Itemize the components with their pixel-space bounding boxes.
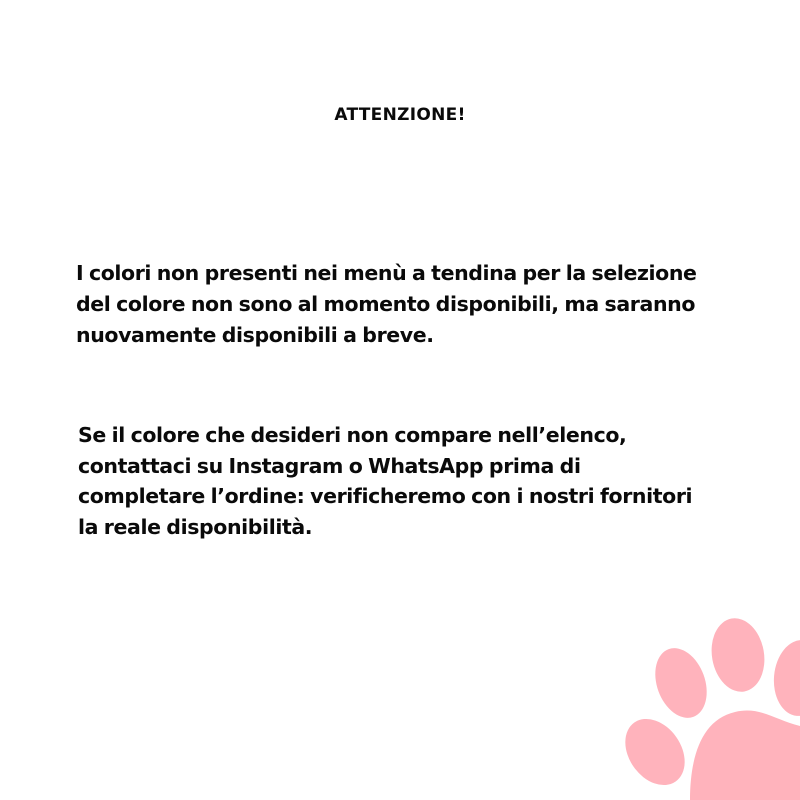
paragraph-line: I colori non presenti nei menù a tendina per la selezione	[76, 261, 697, 285]
paragraph-line: contattaci su Instagram o WhatsApp prima di	[78, 453, 581, 478]
notice-title: ATTENZIONE!	[334, 105, 466, 125]
paw-print-icon	[600, 600, 800, 800]
availability-paragraph	[76, 258, 756, 351]
paragraph-line: Se il colore che desideri non compare nell’elenco,	[78, 423, 627, 447]
paragraph-line: nuovamente disponibili a breve.	[76, 323, 434, 347]
paragraph-line: completare l’ordine: verificheremo con i nostri fornitori	[78, 484, 693, 508]
paragraph-line: la reale disponibilità.	[78, 514, 313, 539]
paragraph-line: del colore non sono al momento disponibili, ma saranno	[76, 292, 696, 316]
contact-paragraph	[78, 420, 758, 542]
